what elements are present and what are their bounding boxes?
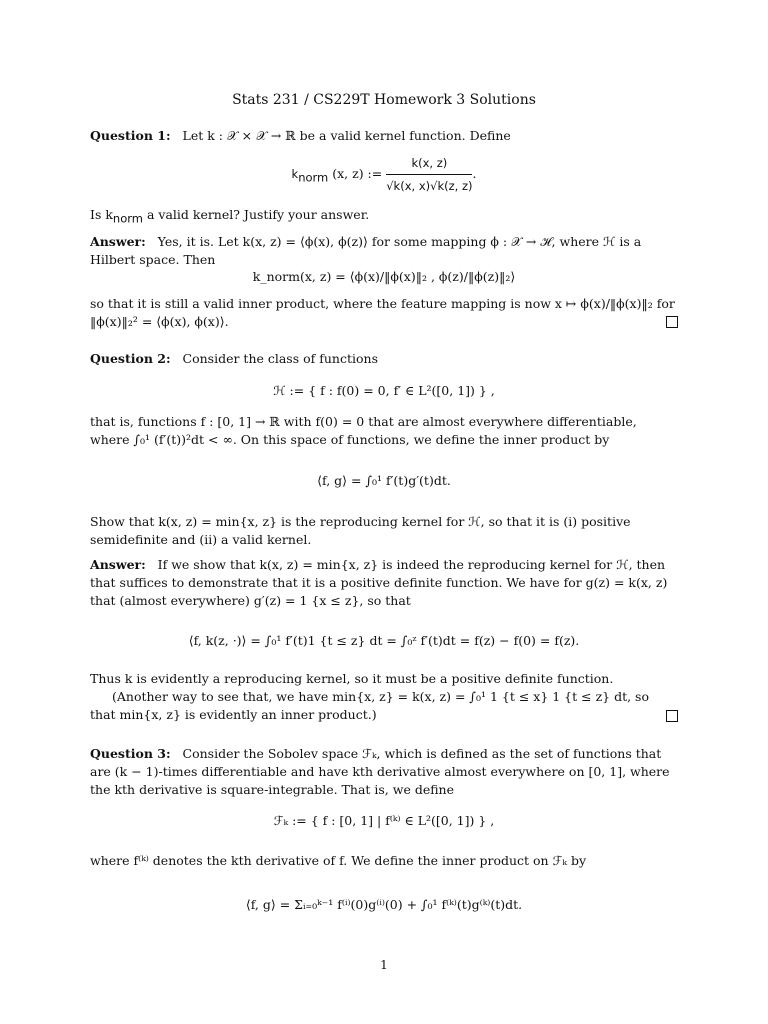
answer-2-label: Answer: — [90, 557, 146, 572]
question-3-where: where f⁽ᵏ⁾ denotes the kth derivative of f. We define the inner product on ℱₖ by — [90, 853, 587, 868]
question-2-prompt: Question 2: Consider the class of functions — [90, 351, 378, 366]
question-2-another: (Another way to see that, we have min{x, z} = k(x, z) = ∫₀¹ 1 {t ≤ x} 1 {t ≤ z} dt, so that min{x, z} is evidently an inner product.) — [90, 689, 649, 722]
q3-space-equation: ℱₖ := { f : [0, 1] | f⁽ᵏ⁾ ∈ L²([0, 1]) } , — [273, 813, 495, 828]
q2-inner-product-equation: ⟨f, g⟩ = ∫₀¹ f′(t)g′(t)dt. — [317, 473, 451, 488]
question-2-label: Question 2: — [90, 351, 171, 366]
q1-definition-equation: $k_{norm}$ (x, z) := $\frac{k(x, z)}{√k(x, x)√k(z, z)}$ . — [291, 156, 477, 193]
answer-1-label: Answer: — [90, 234, 146, 249]
question-2-thus: Thus k is evidently a reproducing kernel, so it must be a positive definite function. — [90, 671, 614, 686]
qed-box-icon — [666, 316, 678, 328]
q2-class-equation: ℋ := { f : f(0) = 0, f′ ∈ L²([0, 1]) } , — [273, 383, 495, 398]
question-3-prompt: Question 3: Consider the Sobolev space ℱₖ, which is defined as the set of functions that are (k − 1)-times differentiable and have kth derivative almost everywhere on [0, 1], where the kth derivative is square-integrable. That is, we define — [90, 746, 670, 797]
question-1-answer-tail: so that it is still a valid inner product, where the feature mapping is now x ↦ ϕ(x)/‖ϕ(x)‖₂ for ‖ϕ(x)‖₂² = ⟨ϕ(x), ϕ(x)⟩. — [90, 296, 675, 329]
q2-answer-equation: ⟨f, k(z, ·)⟩ = ∫₀¹ f′(t)1 {t ≤ z} dt = ∫₀ᶻ f′(t)dt = f(z) − f(0) = f(z). — [188, 633, 580, 648]
q1-fraction — [386, 154, 472, 195]
question-2-show: Show that k(x, z) = min{x, z} is the reproducing kernel for ℋ, so that it is (i) positive semidefinite and (ii) a valid kernel. — [90, 514, 631, 547]
question-1-prompt — [90, 127, 678, 145]
page-number: 1 — [380, 958, 388, 972]
question-1-text: Let k : 𝒳 × 𝒳 → ℝ be a valid kernel function. Define — [182, 128, 511, 143]
question-1-answer: Answer: Yes, it is. Let k(x, z) = ⟨ϕ(x), ϕ(z)⟩ for some mapping ϕ : 𝒳 → ℋ, where ℋ is a Hilbert space. Then — [90, 234, 642, 267]
qed-box-icon — [666, 710, 678, 722]
q1-answer-equation: k_norm(x, z) = ⟨ϕ(x)/‖ϕ(x)‖₂ , ϕ(z)/‖ϕ(z)‖₂⟩ — [252, 269, 516, 284]
q3-inner-product-equation: ⟨f, g⟩ = Σᵢ₌₀ᵏ⁻¹ f⁽ⁱ⁾(0)g⁽ⁱ⁾(0) + ∫₀¹ f⁽ᵏ⁾(t)g⁽ᵏ⁾(t)dt. — [245, 897, 523, 912]
document-title: Stats 231 / CS229T Homework 3 Solutions — [232, 92, 536, 108]
question-2-description: that is, functions f : [0, 1] → ℝ with f(0) = 0 that are almost everywhere differentiable, where ∫₀¹ (f′(t))²dt < ∞. On this space of functions, we define the inner product by — [90, 414, 637, 447]
question-3-label: Question 3: — [90, 746, 171, 761]
q1-fraction-denominator: √k(x, x)√k(z, z) — [386, 179, 473, 193]
q1-fraction-numerator: k(x, z) — [386, 154, 472, 175]
question-1-label: Question 1: — [90, 128, 171, 143]
question-1-question: Is $k_{norm}$ a valid kernel? Justify your answer. — [90, 207, 370, 226]
question-2-answer: Answer: If we show that k(x, z) = min{x, z} is indeed the reproducing kernel for ℋ, then that suffices to demonstrate that it is a positive definite function. We have for g(z) = k(x, z) that (almost everywhere) g′(z) = 1 {x ≤ z}, so that — [90, 557, 668, 608]
